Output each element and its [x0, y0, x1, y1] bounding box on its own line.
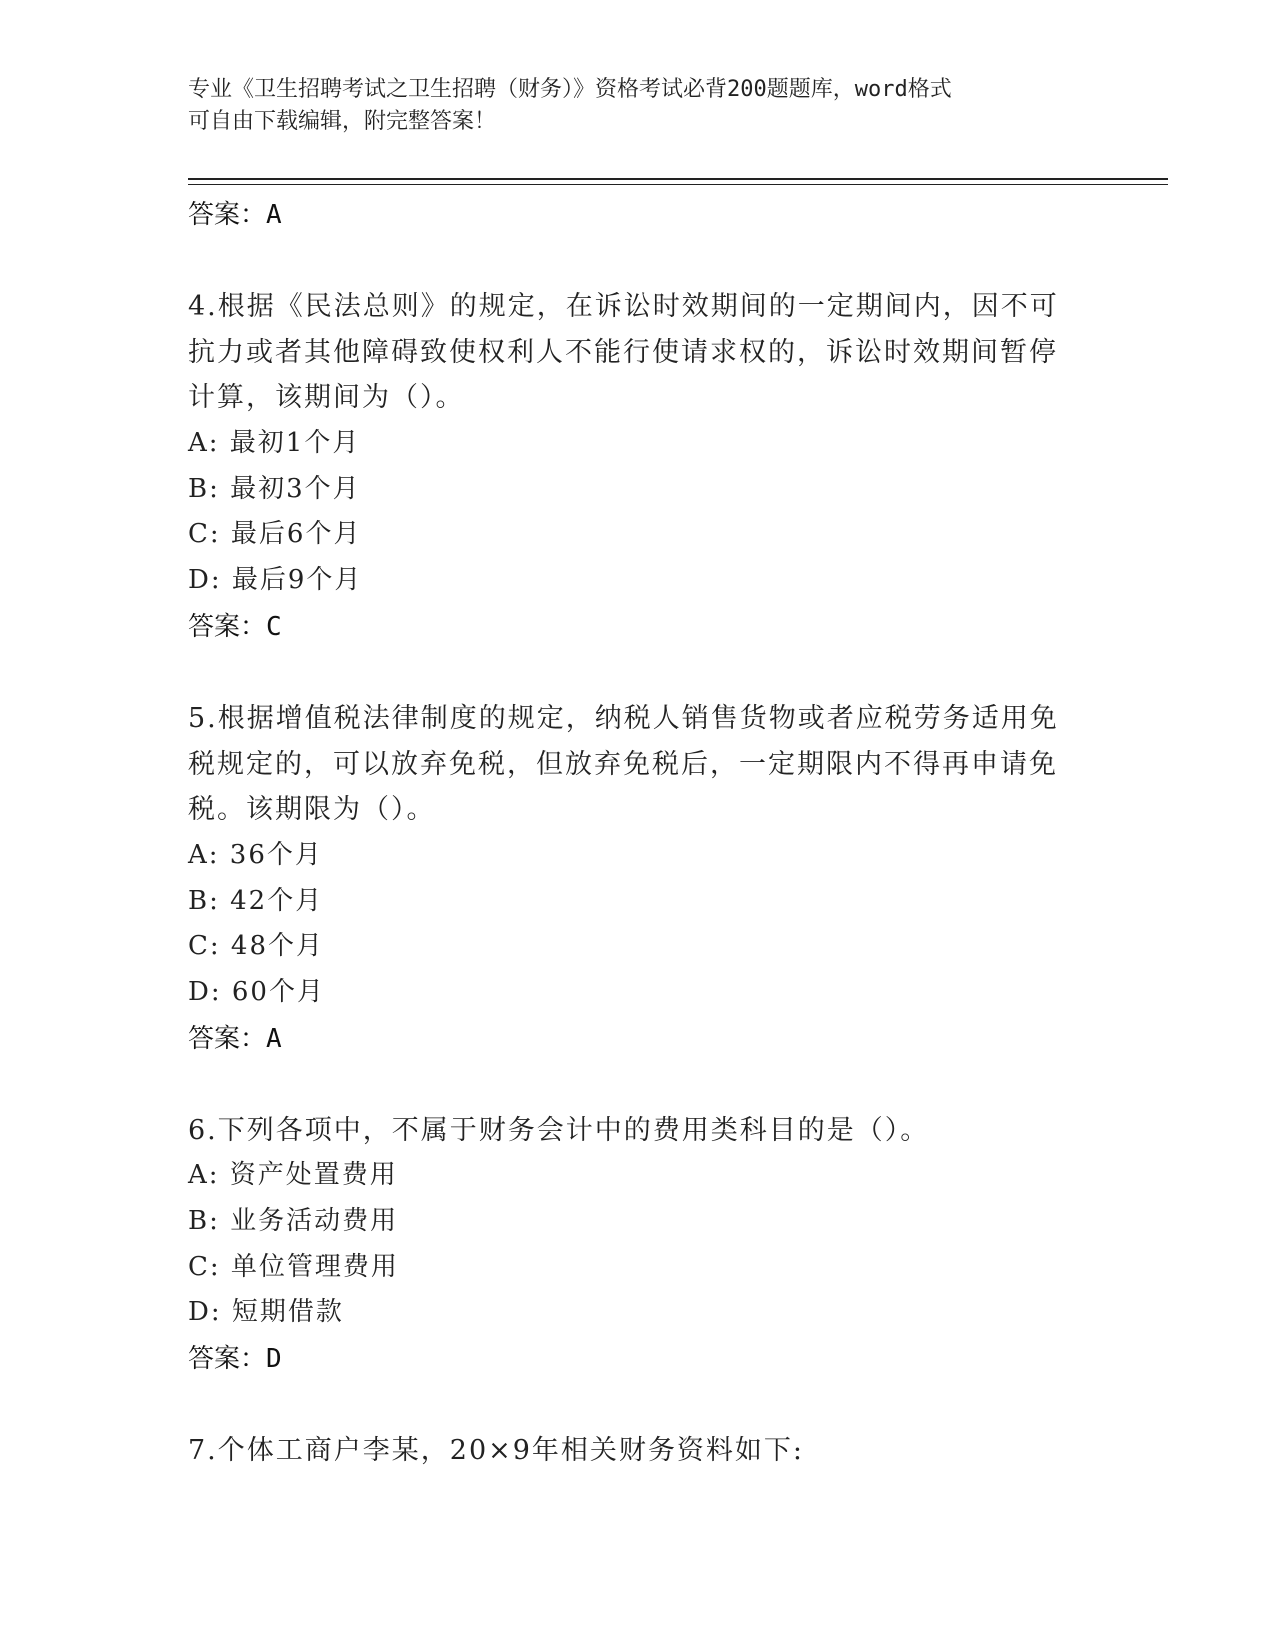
answer-label: 答案：D	[188, 1344, 282, 1375]
answer-label: 答案：C	[188, 611, 282, 642]
question-text: 6.下列各项中，不属于财务会计中的费用类科目的是（）。	[188, 1114, 930, 1146]
option-a: A: 资产处置费用	[188, 1160, 398, 1191]
header-divider-thin	[188, 184, 1168, 185]
question-list	[188, 192, 1068, 1474]
option-a: A: 最初1个月	[188, 428, 361, 459]
header-line-1: 专业《卫生招聘考试之卫生招聘（财务）》资格考试必背200题题库，word格式	[188, 77, 952, 102]
question-block	[188, 1108, 1068, 1382]
document-header	[188, 74, 1088, 138]
header-divider-thick	[188, 178, 1168, 180]
option-c: C: 单位管理费用	[188, 1251, 399, 1282]
option-c: C: 48个月	[188, 931, 325, 962]
option-b: B: 最初3个月	[188, 473, 361, 504]
option-c: C: 最后6个月	[188, 519, 362, 550]
answer-label: 答案：A	[188, 1023, 282, 1054]
question-block	[188, 696, 1068, 1062]
option-b: B: 业务活动费用	[188, 1206, 399, 1237]
option-b: B: 42个月	[188, 885, 324, 916]
question-text: 7.个体工商户李某，20×9年相关财务资料如下:	[188, 1435, 805, 1467]
question-text: 5.根据增值税法律制度的规定，纳税人销售货物或者应税劳务适用免税规定的，可以放弃免税，但放弃免税后，一定期限内不得再申请免税。该期限为（）。	[188, 702, 1059, 826]
option-d: D: 最后9个月	[188, 565, 363, 596]
question-text: 4.根据《民法总则》的规定，在诉讼时效期间的一定期间内，因不可抗力或者其他障碍致使权利人不能行使请求权的，诉讼时效期间暂停计算，该期间为（）。	[188, 291, 1059, 414]
option-d: D: 60个月	[188, 977, 325, 1008]
answer-label: 答案：A	[188, 200, 282, 230]
question-block	[188, 1428, 1068, 1474]
option-a: A: 36个月	[188, 839, 323, 870]
header-line-2: 可自由下载编辑，附完整答案！	[188, 109, 497, 134]
option-d: D: 短期借款	[188, 1297, 344, 1328]
question-block	[188, 284, 1068, 650]
